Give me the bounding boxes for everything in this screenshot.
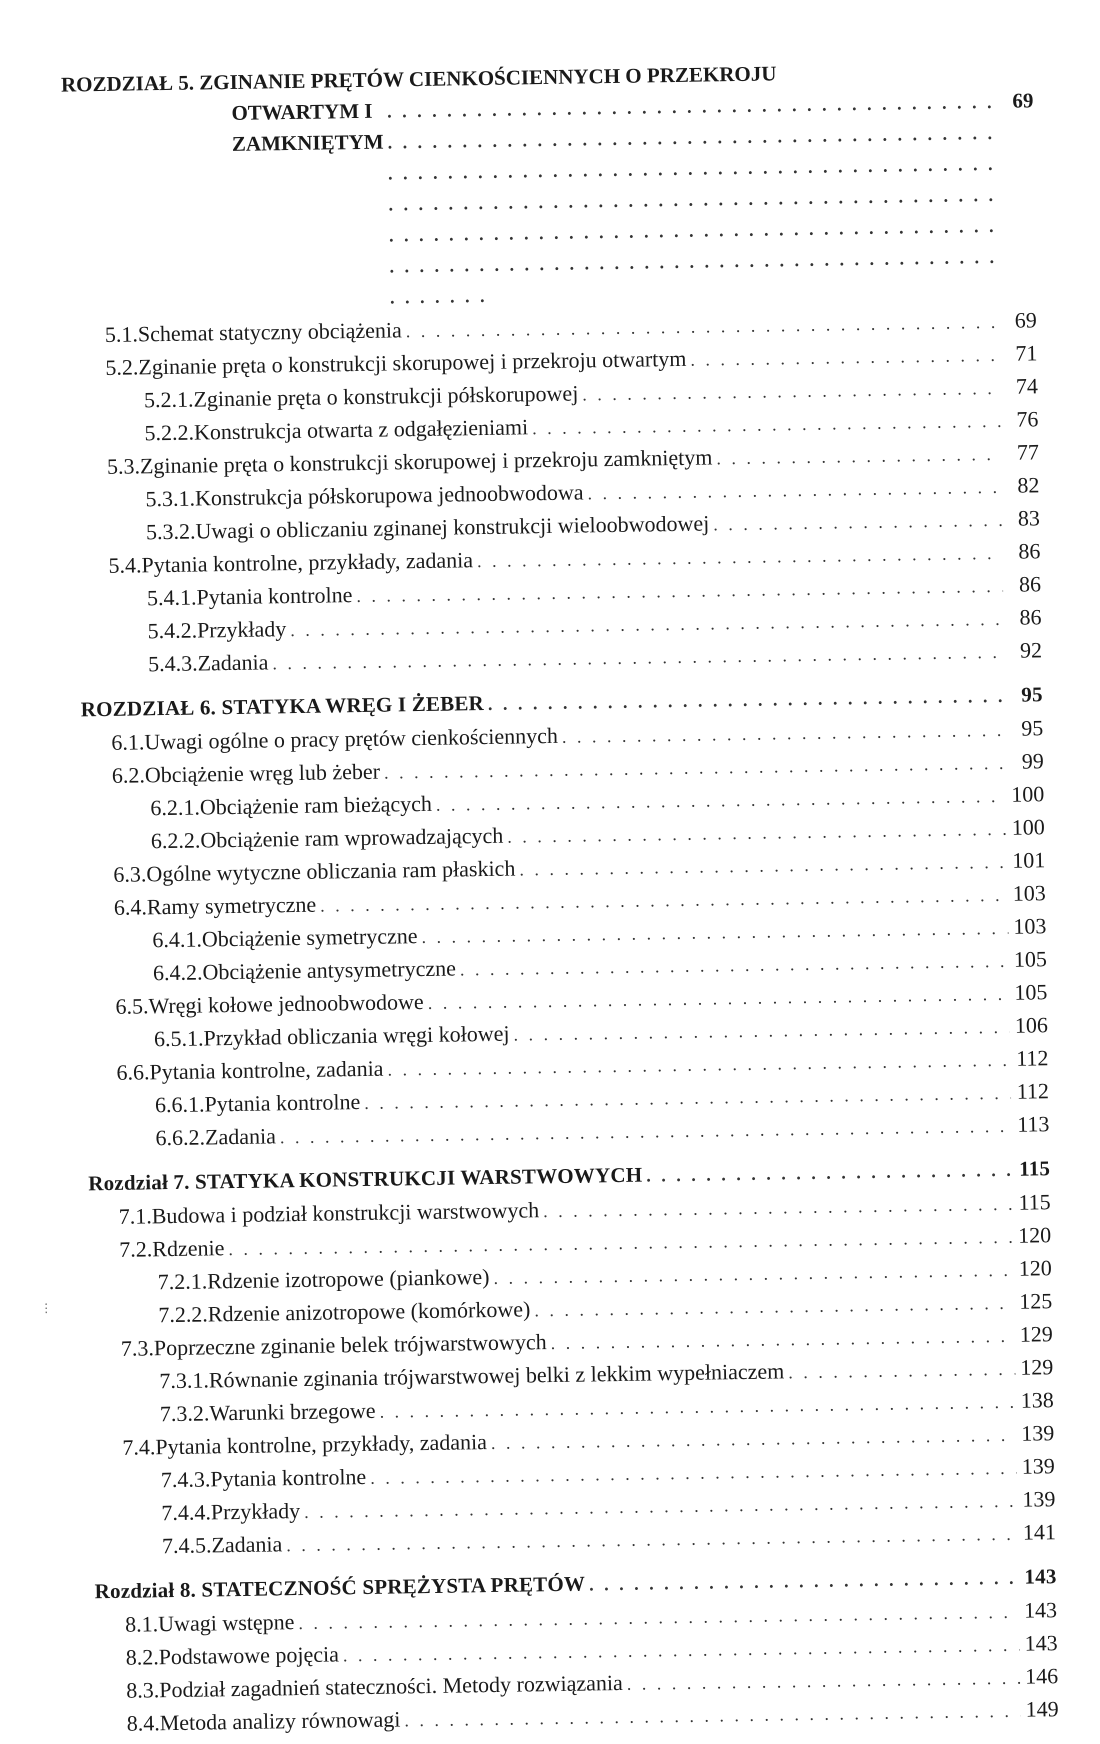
entry-page: 139 [1022, 1486, 1056, 1512]
margin-mark: ⋮ [40, 1300, 53, 1316]
dot-leader [690, 339, 999, 377]
entry-number: 7.4. [122, 1434, 156, 1460]
entry-number: 7.3.2. [159, 1400, 210, 1427]
entry-title: Równanie zginania trójwarstwowej belki z lekkim wypełniaczem [208, 1358, 785, 1393]
entry-page: 69 [1014, 307, 1038, 333]
chapter-6-title: ROZDZIAŁ 6. STATYKA WRĘG I ŻEBER [80, 691, 485, 722]
entry-number: 7.2.1. [157, 1268, 208, 1295]
dot-leader [646, 1154, 1012, 1193]
entry-title: Obciążenie wręg lub żeber [144, 758, 381, 788]
chapter-5-title-line2: OTWARTYM I ZAMKNIĘTYM [231, 98, 384, 156]
entry-page: 143 [1023, 1597, 1058, 1623]
entry-page: 138 [1020, 1387, 1054, 1413]
entry-number: 7.1. [118, 1203, 152, 1229]
dot-leader [716, 438, 1001, 475]
entry-number: 6.5. [115, 993, 149, 1019]
entry-page: 120 [1018, 1255, 1052, 1281]
entry-number: 6.5.1. [153, 1025, 204, 1052]
entry-number: 5.4.1. [146, 584, 197, 611]
entry-number: 6.6.1. [154, 1091, 205, 1118]
chapter-5-page: 69 [1012, 88, 1034, 113]
entry-title: Uwagi wstępne [157, 1609, 295, 1637]
entry-title: Pytania kontrolne, zadania [149, 1055, 384, 1085]
entry-number: 6.6. [116, 1059, 150, 1085]
entry-number: 5.2. [105, 354, 139, 380]
entry-title: Podstawowe pojęcia [158, 1641, 340, 1670]
entry-number: 8.4. [126, 1710, 160, 1736]
entry-page: 143 [1024, 1630, 1058, 1656]
entry-number: 7.4.5. [161, 1532, 212, 1559]
entry-title: Uwagi o obliczaniu zginanej konstrukcji wieloobwodowej [195, 510, 710, 544]
entry-number: 5.2.1. [143, 386, 194, 413]
entry-page: 100 [1011, 814, 1045, 840]
entry-number: 7.3.1. [159, 1367, 210, 1394]
entry-number: 6.4. [113, 894, 148, 920]
entry-number: 5.3.1. [145, 485, 196, 512]
entry-title: Zginanie pręta o konstrukcji skorupowej i przekroju zamkniętym [139, 444, 713, 479]
entry-number: 6.2.2. [150, 827, 201, 854]
entry-title: Obciążenie ram bieżących [199, 790, 433, 820]
dot-leader [387, 87, 999, 314]
entry-title: Obciążenie ram wprowadzających [200, 822, 504, 853]
entry-title: Obciążenie antysymetryczne [202, 955, 457, 985]
entry-page: 86 [1019, 604, 1042, 630]
entry-title: Pytania kontrolne, przykłady, zadania [155, 1429, 488, 1460]
entry-number: 8.2. [125, 1644, 159, 1670]
entry-page: 92 [1019, 637, 1043, 663]
entry-title: Obciążenie symetryczne [201, 923, 418, 952]
entry-title: Budowa i podział konstrukcji warstwowych [151, 1197, 540, 1229]
entry-page: 106 [1014, 1012, 1049, 1038]
entry-page: 105 [1014, 979, 1048, 1005]
chapter-6-page: 95 [1021, 682, 1043, 707]
entry-page: 125 [1019, 1288, 1053, 1314]
entry-number: 5.1. [104, 321, 139, 347]
chapter-8-title: Rozdział 8. STATECZNOŚĆ SPRĘŻYSTA PRĘTÓW [94, 1571, 586, 1604]
entry-title: Schemat statyczny obciążenia [137, 317, 402, 347]
chapter-5-entries [0, 303, 1042, 682]
entry-number: 6.4.2. [152, 959, 203, 986]
entry-page: 129 [1019, 1321, 1053, 1347]
entry-number: 5.3.2. [145, 518, 196, 545]
entry-page: 146 [1024, 1663, 1059, 1689]
entry-title: Metoda analizy równowagi [159, 1706, 401, 1736]
chapter-7-entries [9, 1185, 1057, 1564]
entry-title: Zadania [211, 1531, 283, 1558]
entry-title: Przykłady [210, 1498, 301, 1525]
entry-title: Pytania kontrolne [196, 582, 353, 610]
entry-page: 115 [1018, 1189, 1051, 1215]
entry-number: 8.3. [126, 1677, 160, 1703]
entry-title: Przykład obliczania wręgi kołowej [203, 1020, 510, 1051]
entry-title: Zginanie pręta o konstrukcji skorupowej i przekroju otwartym [138, 345, 687, 380]
entry-number: 6.2.1. [150, 794, 201, 821]
entry-title: Pytania kontrolne [210, 1463, 367, 1492]
chapter-8-page: 143 [1024, 1564, 1057, 1589]
dot-leader [788, 1353, 1016, 1390]
entry-number: 7.4.3. [160, 1466, 211, 1493]
entry-page: 101 [1012, 847, 1046, 873]
dot-leader [713, 504, 1002, 542]
entry-page: 74 [1015, 373, 1039, 399]
entry-number: 6.4.1. [152, 926, 203, 953]
entry-title: Rdzenie [152, 1235, 225, 1262]
entry-page: 149 [1025, 1696, 1059, 1722]
chapter-8-entries [15, 1593, 1059, 1741]
chapter-7-title: Rozdział 7. STATYKA KONSTRUKCJI WARSTWOWYCH [88, 1162, 643, 1196]
entry-page: 105 [1013, 946, 1048, 972]
entry-title: Zginanie pręta o konstrukcji półskorupowej [193, 380, 579, 412]
dot-leader [404, 1695, 1021, 1738]
entry-title: Poprzeczne zginanie belek trójwarstwowych [153, 1329, 547, 1361]
entry-number: 7.2.2. [158, 1301, 209, 1328]
dot-leader [589, 1562, 1019, 1602]
entry-page: 113 [1017, 1111, 1050, 1137]
entry-title: Rdzenie izotropowe (piankowe) [207, 1264, 490, 1294]
entry-number: 6.1. [111, 729, 145, 755]
entry-page: 139 [1021, 1420, 1055, 1446]
entry-title: Zadania [204, 1123, 277, 1150]
chapter-6-entries [1, 711, 1050, 1156]
entry-title: Pytania kontrolne [204, 1089, 361, 1117]
entry-page: 103 [1012, 880, 1047, 906]
entry-number: 8.1. [124, 1611, 159, 1637]
entry-page: 103 [1013, 913, 1047, 939]
entry-title: Warunki brzegowe [209, 1397, 376, 1426]
entry-page: 95 [1021, 715, 1044, 741]
entry-title: Przykłady [196, 616, 287, 643]
entry-page: 83 [1017, 505, 1041, 531]
chapter-7-page: 115 [1018, 1156, 1051, 1181]
entry-title: Ramy symetryczne [146, 891, 317, 920]
entry-page: 86 [1018, 571, 1042, 597]
entry-number: 5.3. [106, 453, 141, 479]
chapter-5-title-line1: ROZDZIAŁ 5. ZGINANIE PRĘTÓW CIENKOŚCIENNYCH O PRZEKROJU [60, 61, 777, 97]
entry-title: Konstrukcja otwarta z odgałęzieniami [193, 414, 529, 445]
entry-page: 86 [1018, 538, 1041, 564]
entry-page: 99 [1021, 748, 1044, 774]
entry-page: 129 [1020, 1354, 1054, 1380]
entry-page: 71 [1015, 340, 1038, 366]
entry-number: 5.4.3. [147, 650, 198, 677]
entry-title: Ogólne wytyczne obliczania ram płaskich [146, 855, 516, 887]
chapter-5-heading [0, 54, 1037, 319]
entry-title: Zadania [197, 649, 269, 676]
entry-title: Rdzenie anizotropowe (komórkowe) [207, 1296, 531, 1327]
entry-page: 82 [1017, 472, 1040, 498]
entry-page: 139 [1021, 1453, 1056, 1479]
entry-title: Podział zagadnień stateczności. Metody rozwiązania [159, 1669, 624, 1703]
entry-title: Pytania kontrolne, przykłady, zadania [141, 547, 474, 578]
entry-number: 7.2. [119, 1236, 153, 1262]
entry-number: 6.2. [111, 762, 146, 788]
entry-number: 5.4. [108, 552, 142, 578]
entry-title: Uwagi ogólne o pracy prętów cienkościennych [144, 722, 559, 755]
entry-title: Wręgi kołowe jednoobwodowe [148, 989, 424, 1019]
entry-page: 77 [1016, 439, 1040, 465]
entry-page: 112 [1016, 1078, 1050, 1104]
entry-title: Konstrukcja półskorupowa jednoobwodowa [194, 479, 584, 511]
entry-number: 5.4.2. [147, 617, 198, 644]
entry-number: 7.4.4. [161, 1499, 212, 1526]
entry-page: 141 [1022, 1519, 1057, 1545]
entry-number: 7.3. [120, 1335, 155, 1361]
entry-number: 6.6.2. [155, 1124, 206, 1151]
entry-page: 120 [1017, 1222, 1052, 1248]
entry-page: 100 [1011, 781, 1045, 807]
entry-number: 5.2.2. [144, 419, 195, 446]
entry-page: 112 [1016, 1045, 1049, 1071]
entry-page: 76 [1016, 406, 1039, 432]
entry-number: 6.3. [113, 861, 147, 887]
